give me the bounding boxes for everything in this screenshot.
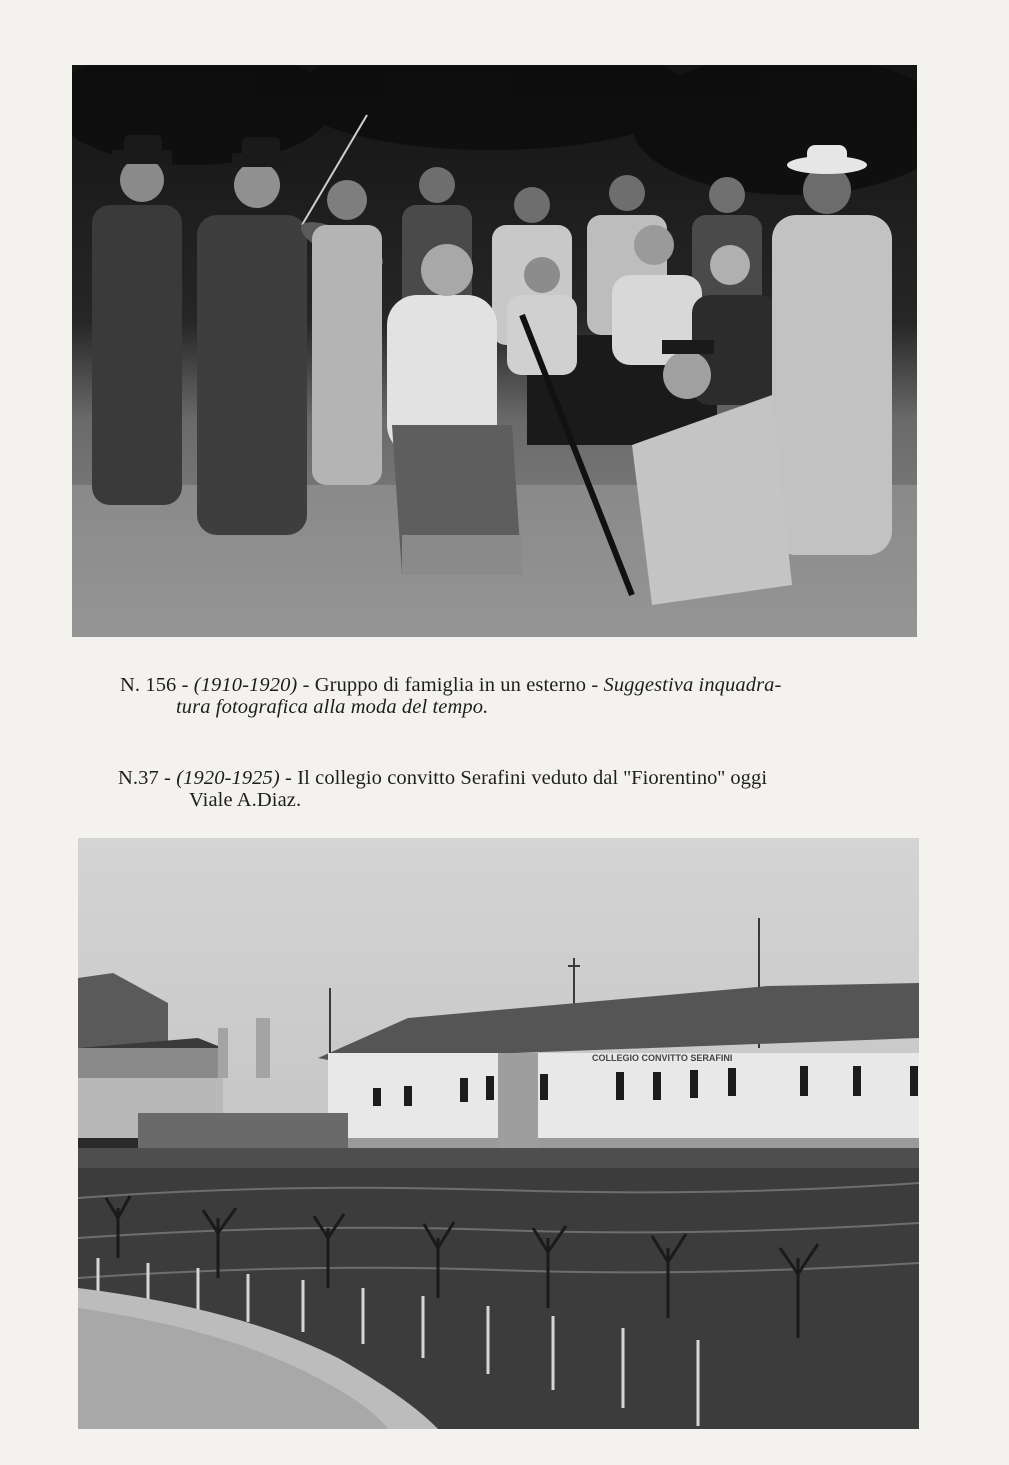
- caption-n156: [120, 674, 890, 718]
- collegio-illustration: [78, 838, 919, 1429]
- caption-n37-text: - Il collegio convitto Serafini veduto dal ''Fiorentino'' oggi: [279, 767, 768, 789]
- caption-n37-date: (1920-1925): [176, 767, 280, 789]
- family-group-illustration: [72, 65, 917, 637]
- caption-n37-line2: Viale A.Diaz.: [189, 789, 302, 811]
- building-sign: COLLEGIO CONVITTO SERAFINI: [592, 1053, 733, 1063]
- caption-n156-line2: [120, 696, 890, 718]
- caption-n156-italic-1: Suggestiva inquadra-: [603, 674, 782, 696]
- caption-n156-line1: [120, 674, 890, 696]
- caption-n156-text: - Gruppo di famiglia in un esterno -: [297, 674, 604, 696]
- caption-n37: [118, 767, 893, 811]
- caption-n156-date: (1910-1920): [193, 674, 298, 696]
- photo-family-group: [72, 65, 917, 637]
- caption-n156-number: N. 156 -: [120, 674, 194, 696]
- caption-n37-line1: [118, 767, 893, 789]
- caption-n156-italic-2: tura fotografica alla moda del tempo.: [176, 696, 489, 718]
- caption-n37-number: N.37 -: [118, 767, 177, 789]
- photo-collegio-serafini: [78, 838, 919, 1429]
